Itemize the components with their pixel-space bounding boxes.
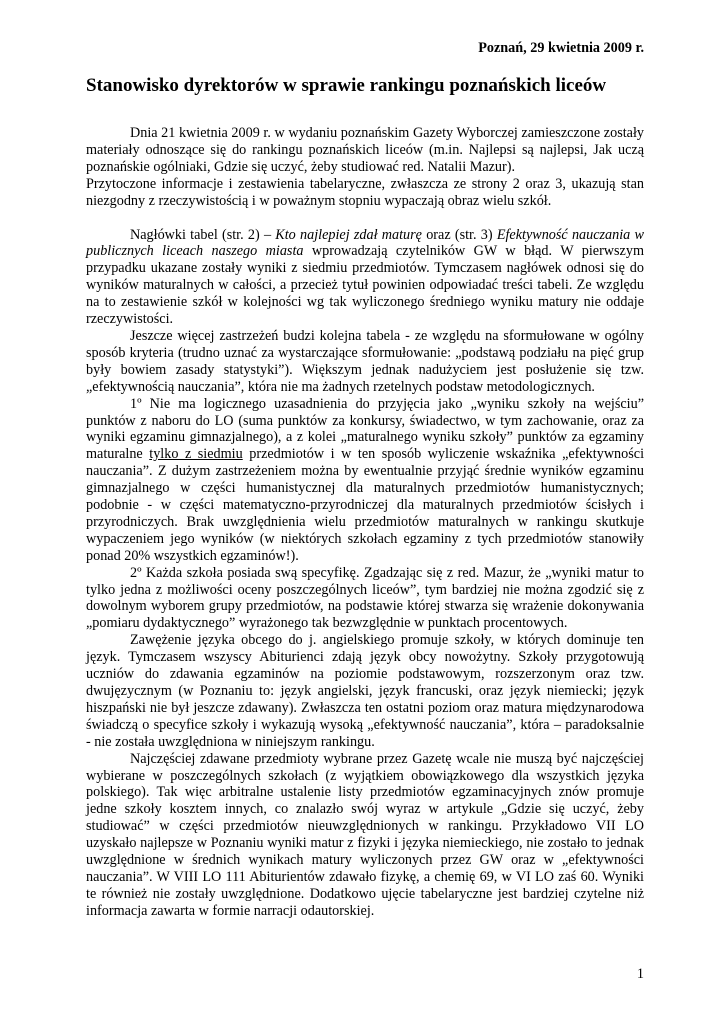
paragraph-2-text-c: oraz (str. 3)	[421, 226, 497, 243]
paragraph-1a: Dnia 21 kwietnia 2009 r. w wydaniu poznańskim Gazety Wyborczej zamieszczone zostały materiały odnoszące się do rankingu poznańskich liceów (m.in. Najlepsi są najlepsi, Jak uczą poznańskie ogólniaki, Gdzie się uczyć, żeby studiować red. Natalii Mazur).	[86, 125, 644, 175]
paragraph-6: Zawężenie języka obcego do j. angielskiego promuje szkoły, w których dominuje ten język. Tymczasem wszyscy Abiturienci zdają język obcy nowożytny. Szkoły przygotowują uczniów do zdawania egzaminów na poziomie podstawowym, rozszerzonym oraz tzw. dwujęzycznym (w Poznaniu to: język angielski, język francuski, oraz język niemiecki; język hiszpański nie był jeszcze zdawany). Zwłaszcza ten ostatni poziom oraz matura międzynarodowa świadczą o specyfice szkoły i wykazują wysoką „efektywność nauczania”, która – paradoksalnie - nie została uwzględniona w niniejszym rankingu.	[86, 632, 644, 750]
paragraph-3: Jeszcze więcej zastrzeżeń budzi kolejna tabela - ze względu na sformułowane w ogólny sposób kryteria (trudno uznać za wystarczające sformułowanie: „podstawą podziału na pięć grup były bowiem zasady statystyki”). Większym jednak nadużyciem jest posłużenie się tzw. „efektywnością nauczania”, która nie ma żadnych rzetelnych podstaw metodologicznych.	[86, 327, 644, 395]
table-title-2: Efektywność nauczania w publicznych liceach naszego miasta	[86, 226, 644, 260]
paragraph-7: Najczęściej zdawane przedmioty wybrane przez Gazetę wcale nie muszą być najczęściej wybierane w poszczególnych szkołach (z wyjątkiem obowiązkowego dla wszystkich języka polskiego). Tak więc arbitralne ustalenie listy przedmiotów egzaminacyjnych znów promuje jedne szkoły kosztem innych, co znalazło swój wyraz w artykule „Gdzie się uczyć, żeby studiować” w części przedmiotów nieuwzględnionych w rankingu. Przykładowo VII LO uzyskało najlepsze w Poznaniu wyniki matur z fizyki i języka niemieckiego, nie zostało to jednak uwzględnione w średnich wynikach matury wyliczonych przez GW oraz w „efektywności nauczania”. W VIII LO 111 Abiturientów zdawało fizykę, a chemię 69, w VI LO zaś 60. Wyniki te również nie zostały uwzględnione. Dodatkowo ujęcie tabelaryczne jest bardziej czytelne niż informacja zawarta w formie narracji odautorskiej.	[86, 750, 644, 919]
paragraph-1b: Przytoczone informacje i zestawienia tabelaryczne, zwłaszcza ze strony 2 oraz 3, ukazują stan niezgodny z rzeczywistością i w poważnym stopniu wypaczają obraz wielu szkół.	[86, 175, 644, 209]
paragraph-2	[86, 227, 644, 328]
document-date: Poznań, 29 kwietnia 2009 r.	[478, 40, 644, 56]
document-title: Stanowisko dyrektorów w sprawie rankingu poznańskich liceów	[86, 75, 607, 96]
underlined-phrase: tylko z siedmiu	[149, 446, 243, 463]
paragraph-2-text-e: wprowadzają czytelników GW w błąd. W pierwszym przypadku ukazane zostały wyniki z siedmiu przedmiotów. Tymczasem nagłówek odnosi się do wyników maturalnych w całości, a przecież tytuł powinien odpowiadać treści tabeli. Ze względu na to zestawienie szkół w kolejności wg tak wyliczonego średniego wyniku matury nie oddaje rzeczywistości.	[86, 243, 644, 328]
paragraph-4-text-c: przedmiotów i w ten sposób wyliczenie wskaźnika „efektywności nauczania”. Z dużym zastrzeżeniem można by ewentualnie przyjąć średnie wyników egzaminu gimnazjalnego w części humanistycznej dla maturalnych przedmiotów humanistycznych; podobnie - w części matematyczno-przyrodniczej dla maturalnych przedmiotów ścisłych i przyrodniczych. Brak uwzględnienia wielu przedmiotów maturalnych w rankingu skutkuje wypaczeniem jego wyników (w niektórych szkołach egzaminy z tych przedmiotów stanowiły ponad 20% wszystkich egzaminów!).	[86, 446, 645, 564]
page-number: 1	[636, 966, 644, 982]
table-title-1: Kto najlepiej zdał maturę	[275, 226, 422, 243]
paragraph-2-text-a: Nagłówki tabel (str. 2) –	[130, 226, 276, 243]
paragraph-5: 2º Każda szkoła posiada swą specyfikę. Zgadzając się z red. Mazur, że „wyniki matur to tylko jedna z możliwości oceny poszczególnych liceów”, tym bardziej nie można zgodzić się z dowolnym wyborem grupy przedmiotów, na podstawie której stwarza się wrażenie dokonywania „pomiaru dydaktycznego” wyrażonego tak bezwzględnie w punktach procentowych.	[86, 564, 644, 632]
paragraph-4	[86, 396, 644, 565]
document-body	[86, 125, 644, 920]
paragraph-4-text-a: 1º Nie ma logicznego uzasadnienia do przyjęcia jako „wyniku szkoły na wejściu” punktów z naboru do LO (suma punktów za konkursy, świadectwo, w tym zachowanie, oraz za wyniki egzaminu gimnazjalnego), a z kolei „maturalnego wyniku szkoły” punktów za egzaminy maturalne	[86, 395, 644, 463]
